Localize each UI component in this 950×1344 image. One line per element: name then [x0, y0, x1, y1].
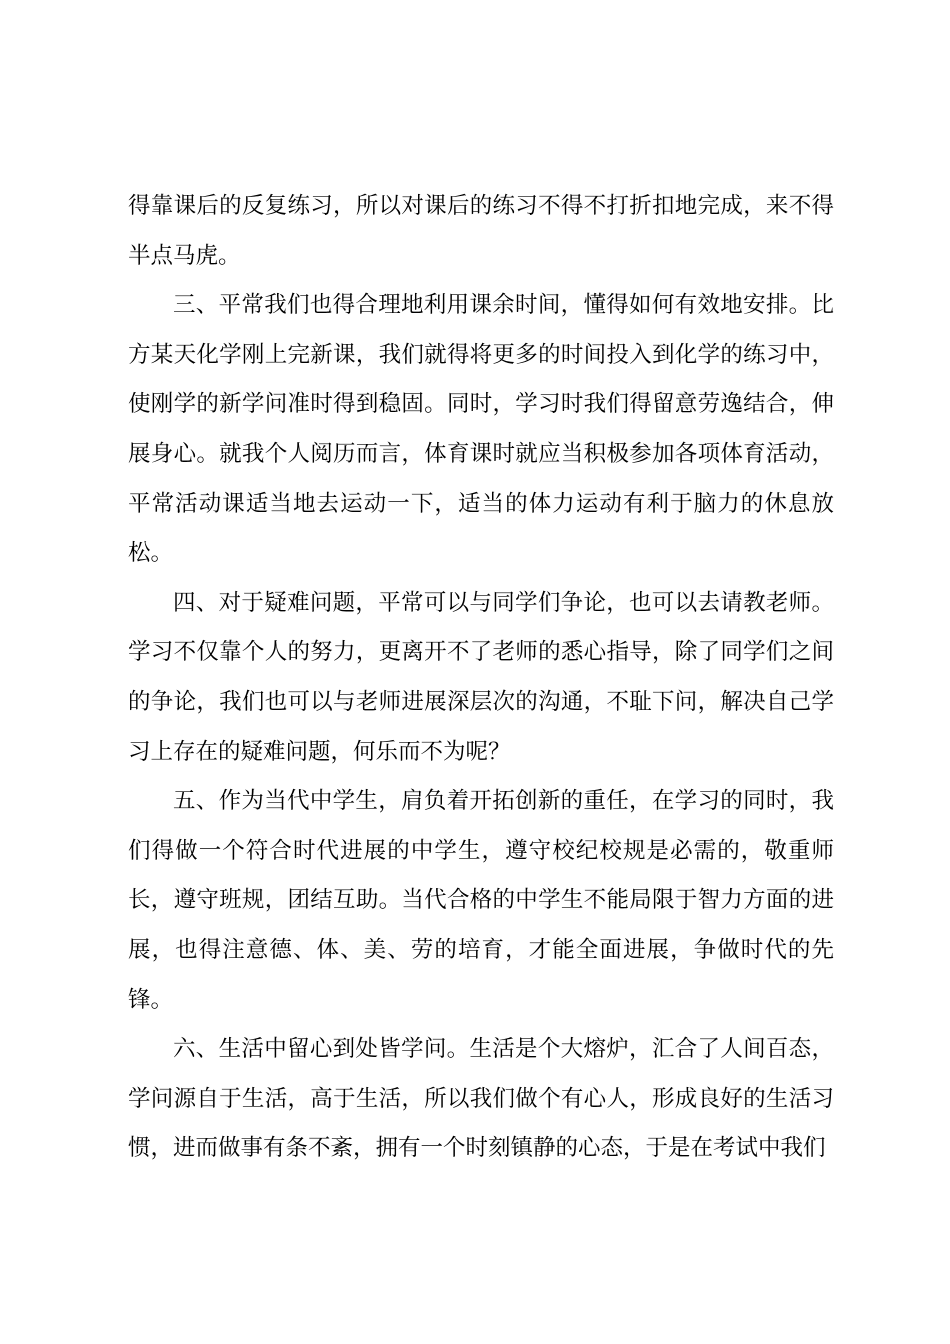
paragraph-point-five: 五、作为当代中学生，肩负着开拓创新的重任，在学习的同时，我们得做一个符合时代进展的中学生，遵守校纪校规是必需的，敬重师长，遵守班规，团结互助。当代合格的中学生不能局限于智力方面的进展，也得注意德、体、美、劳的培育，才能全面进展，争做时代的先锋。 [128, 788, 834, 1013]
document-body [128, 182, 834, 1174]
paragraph-point-three: 三、平常我们也得合理地利用课余时间，懂得如何有效地安排。比方某天化学刚上完新课，我们就得将更多的时间投入到化学的练习中，使刚学的新学问准时得到稳固。同时，学习时我们得留意劳逸结合，伸展身心。就我个人阅历而言，体育课时就应当积极参加各项体育活动，平常活动课适当地去运动一下，适当的体力运动有利于脑力的休息放松。 [128, 292, 834, 567]
paragraph-point-six: 六、生活中留心到处皆学问。生活是个大熔炉，汇合了人间百态，学问源自于生活，高于生活，所以我们做个有心人，形成良好的生活习惯，进而做事有条不紊，拥有一个时刻镇静的心态，于是在考试中我们 [128, 1036, 834, 1162]
paragraph-point-four: 四、对于疑难问题，平常可以与同学们争论，也可以去请教老师。学习不仅靠个人的努力，更离开不了老师的悉心指导，除了同学们之间的争论，我们也可以与老师进展深层次的沟通，不耻下问，解决自己学习上存在的疑难问题，何乐而不为呢？ [128, 589, 834, 765]
paragraph-continuation: 得靠课后的反复练习，所以对课后的练习不得不打折扣地完成，来不得半点马虎。 [128, 193, 834, 269]
